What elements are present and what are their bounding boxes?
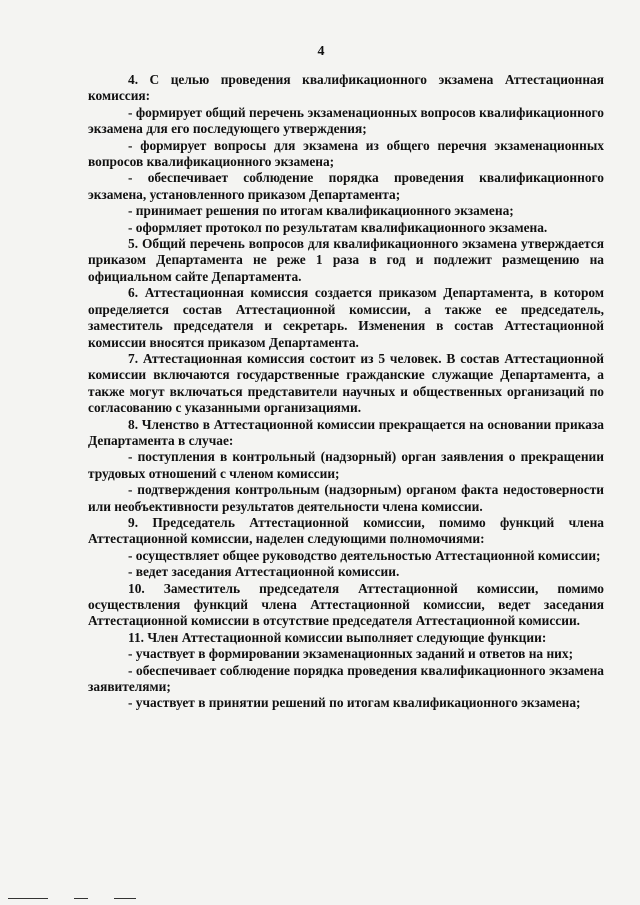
paragraph: 9. Председатель Аттестационной комиссии, помимо функций члена Аттестационной комиссии, наделен следующими полномочиями: bbox=[88, 514, 604, 547]
paragraph: - обеспечивает соблюдение порядка проведения квалификационного экзамена заявителями; bbox=[88, 662, 604, 695]
scan-edge-marks bbox=[8, 898, 136, 899]
page-number: 4 bbox=[317, 44, 325, 59]
paragraph: - формирует вопросы для экзамена из общего перечня экзаменационных вопросов квалификационного экзамена; bbox=[88, 137, 604, 170]
paragraph: 4. С целью проведения квалификационного экзамена Аттестационная комиссия: bbox=[88, 72, 604, 104]
paragraph: 7. Аттестационная комиссия состоит из 5 человек. В состав Аттестационной комиссии включаются государственные гражданские служащие Департамента, а также могут включаться представители научных и общественных организаций по согласованию с указанными организациями. bbox=[88, 350, 604, 416]
scan-mark bbox=[8, 898, 48, 899]
scan-mark bbox=[74, 898, 88, 899]
paragraph: - обеспечивает соблюдение порядка проведения квалификационного экзамена, установленного приказом Департамента; bbox=[88, 170, 604, 202]
paragraph: - участвует в принятии решений по итогам квалификационного экзамена; bbox=[128, 695, 581, 711]
document-body bbox=[88, 72, 604, 712]
paragraph: 5. Общий перечень вопросов для квалификационного экзамена утверждается приказом Департамента не реже 1 раза в год и подлежит размещению на официальном сайте Департамента. bbox=[88, 236, 604, 284]
paragraph: - осуществляет общее руководство деятельностью Аттестационной комиссии; bbox=[128, 547, 601, 563]
paragraph: - подтверждения контрольным (надзорным) органом факта недостоверности или необъективности результатов деятельности члена комиссии. bbox=[88, 482, 604, 514]
paragraph: 6. Аттестационная комиссия создается приказом Департамента, в котором определяется состав Аттестационной комиссии, а также ее председатель, заместитель председателя и секретарь. Изменения в состав Аттестационной комиссии вносятся приказом Департамента. bbox=[88, 285, 604, 350]
paragraph: 11. Член Аттестационной комиссии выполняет следующие функции: bbox=[128, 629, 547, 645]
scan-mark bbox=[114, 898, 136, 899]
paragraph: - принимает решения по итогам квалификационного экзамена; bbox=[128, 203, 514, 219]
paragraph: 8. Членство в Аттестационной комиссии прекращается на основании приказа Департамента в случае: bbox=[88, 416, 604, 448]
paragraph: 10. Заместитель председателя Аттестационной комиссии, помимо осуществления функций члена Аттестационной комиссии, ведет заседания Аттестационной комиссии в отсутствие председателя Аттестационной комиссии. bbox=[88, 580, 604, 629]
paragraph: - формирует общий перечень экзаменационных вопросов квалификационного экзамена для его последующего утверждения; bbox=[88, 104, 604, 137]
paragraph: - оформляет протокол по результатам квалификационного экзамена. bbox=[128, 219, 548, 235]
paragraph: - ведет заседания Аттестационной комиссии. bbox=[128, 564, 400, 580]
paragraph: - участвует в формировании экзаменационных заданий и ответов на них; bbox=[128, 646, 574, 662]
paragraph: - поступления в контрольный (надзорный) орган заявления о прекращении трудовых отношений с членом комиссии; bbox=[88, 449, 604, 481]
